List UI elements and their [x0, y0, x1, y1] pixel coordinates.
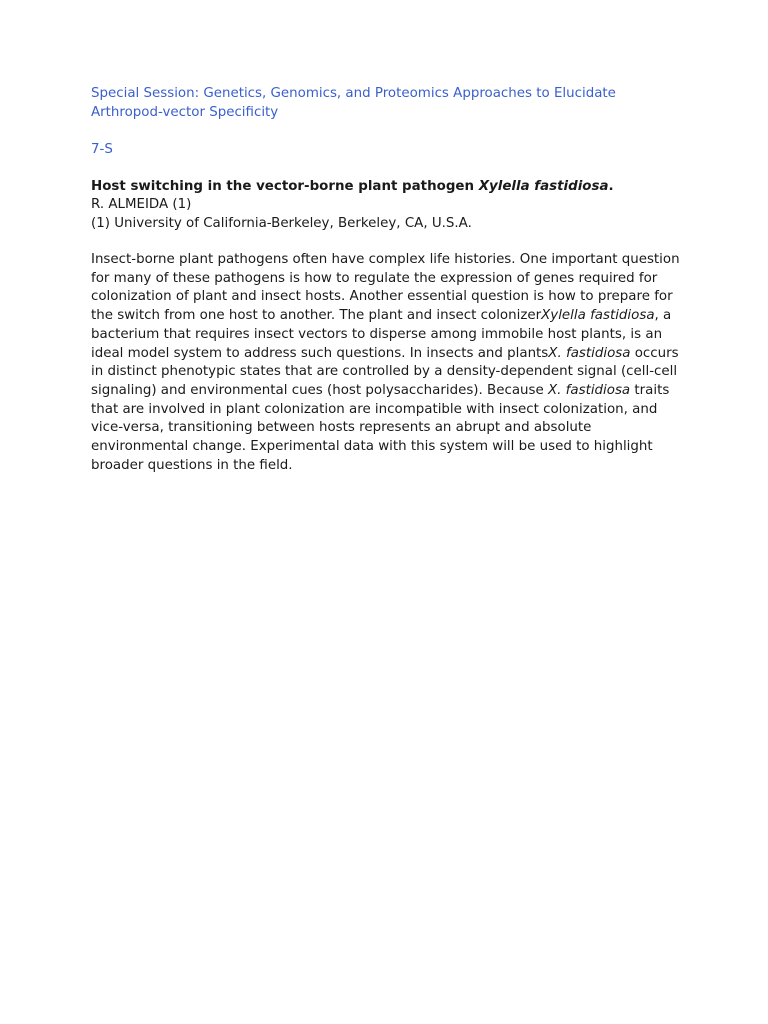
abstract-body — [91, 251, 681, 475]
abstract-part-3: occurs in distinct phenotypic states that are controlled by a density-dependent signal (cell-cell signaling) and environmental cues (host polysaccharides). Because — [91, 345, 679, 398]
abstract-part-1: Insect-borne plant pathogens often have complex life histories. One important question for many of these pathogens is how to regulate the expression of genes required for colonization of plant and insect hosts. Another essential question is how to prepare for the switch from one host to another. The plant and insect colonizer — [91, 252, 680, 324]
abstract-species-3: X. fastidiosa — [547, 382, 631, 398]
abstract-species-2: X. fastidiosa — [548, 345, 631, 361]
paper-title — [91, 177, 691, 196]
paper-title-prefix: Host switching in the vector-borne plant pathogen — [91, 179, 479, 194]
abstract-part-2: , a bacterium that requires insect vectors to disperse among immobile host plants, is an ideal model system to address such questions. In insects and plants — [91, 308, 672, 361]
affiliation: (1) University of California-Berkeley, Berkeley, CA, U.S.A. — [91, 215, 472, 231]
document-page — [91, 84, 691, 475]
paper-title-species: Xylella fastidiosa — [478, 179, 609, 194]
abstract-species-1: Xylella fastidiosa — [541, 308, 655, 324]
abstract-number: 7-S — [91, 142, 113, 157]
paper-title-suffix: . — [608, 179, 614, 194]
author: R. ALMEIDA (1) — [91, 197, 192, 212]
session-title: Special Session: Genetics, Genomics, and Proteomics Approaches to Elucidate Arthropod-vector Specificity — [91, 86, 616, 120]
abstract-part-4: traits that are involved in plant colonization are incompatible with insect colonization, and vice-versa, transitioning between hosts represents an abrupt and absolute environmental change. Experimental data with this system will be used to highlight broader questions in the field. — [91, 382, 670, 473]
